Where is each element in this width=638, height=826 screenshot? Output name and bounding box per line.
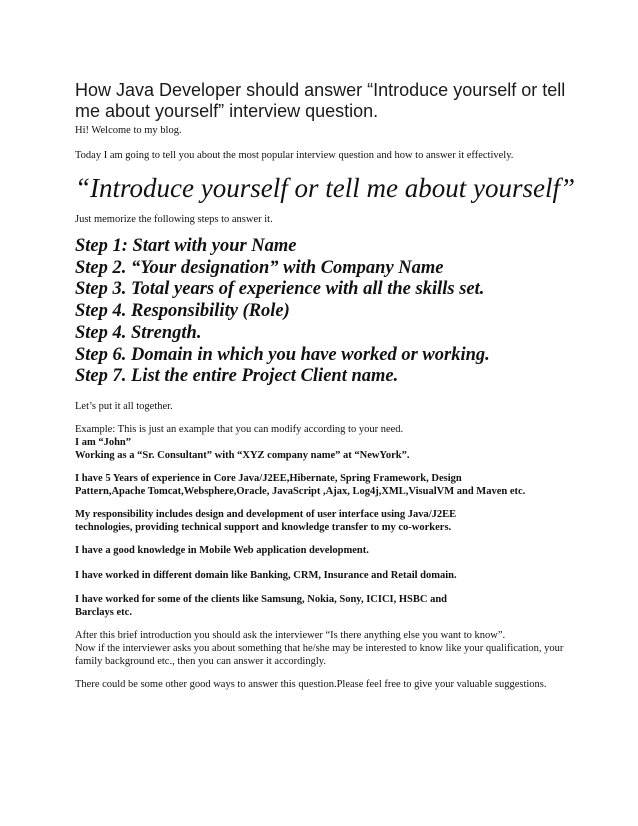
clients-line: I have worked for some of the clients like Samsung, Nokia, Sony, ICICI, HSBC and [75, 594, 448, 605]
after-intro-line: After this brief introduction you should ask the interviewer “Is there anything else you want to know”. [75, 630, 506, 641]
greeting-text: Hi! Welcome to my blog. [75, 125, 182, 136]
intro-text: Today I am going to tell you about the most popular interview question and how to answer it effectively. [75, 150, 514, 161]
step-item: Step 6. Domain in which you have worked or working. [75, 344, 490, 365]
domains-text: I have worked in different domain like Banking, CRM, Insurance and Retail domain. [75, 570, 457, 581]
clients-line: Barclays etc. [75, 607, 132, 618]
example-intro-text: Example: This is just an example that you can modify according to your need. [75, 424, 404, 435]
document-title: How Java Developer should answer “Introduce yourself or tell me about yourself” interview question. [75, 80, 566, 121]
step-item: Step 2. “Your designation” with Company Name [75, 257, 444, 278]
example-name-text: I am “John” [75, 437, 132, 448]
step-item: Step 3. Total years of experience with all the skills set. [75, 279, 485, 300]
put-together-text: Let’s put it all together. [75, 401, 173, 412]
step-item: Step 1: Start with your Name [75, 236, 297, 256]
memorize-text: Just memorize the following steps to answer it. [75, 214, 273, 225]
step-item: Step 4. Responsibility (Role) [75, 301, 290, 322]
after-intro-line: Now if the interviewer asks you about something that he/she may be interested to know like your qualification, your [75, 643, 564, 654]
experience-line: Pattern,Apache Tomcat,Websphere,Oracle, JavaScript ,Ajax, Log4j,XML,VisualVM and Maven etc. [75, 486, 526, 497]
steps-list [75, 236, 595, 388]
step-item: Step 4. Strength. [75, 322, 202, 343]
closing-text: There could be some other good ways to answer this question.Please feel free to give your valuable suggestions. [75, 679, 547, 690]
knowledge-text: I have a good knowledge in Mobile Web application development. [75, 545, 369, 556]
quote-heading: “Introduce yourself or tell me about yourself” [75, 173, 575, 203]
step-item: Step 7. List the entire Project Client name. [75, 366, 399, 387]
responsibility-line: My responsibility includes design and development of user interface using Java/J2EE [75, 509, 457, 520]
experience-line: I have 5 Years of experience in Core Java/J2EE,Hibernate, Spring Framework, Design [75, 473, 462, 484]
responsibility-line: technologies, providing technical support and knowledge transfer to my co-workers. [75, 522, 452, 533]
after-intro-line: family background etc., then you can answer it accordingly. [75, 656, 326, 667]
example-designation-text: Working as a “Sr. Consultant” with “XYZ company name” at “NewYork”. [75, 450, 410, 461]
